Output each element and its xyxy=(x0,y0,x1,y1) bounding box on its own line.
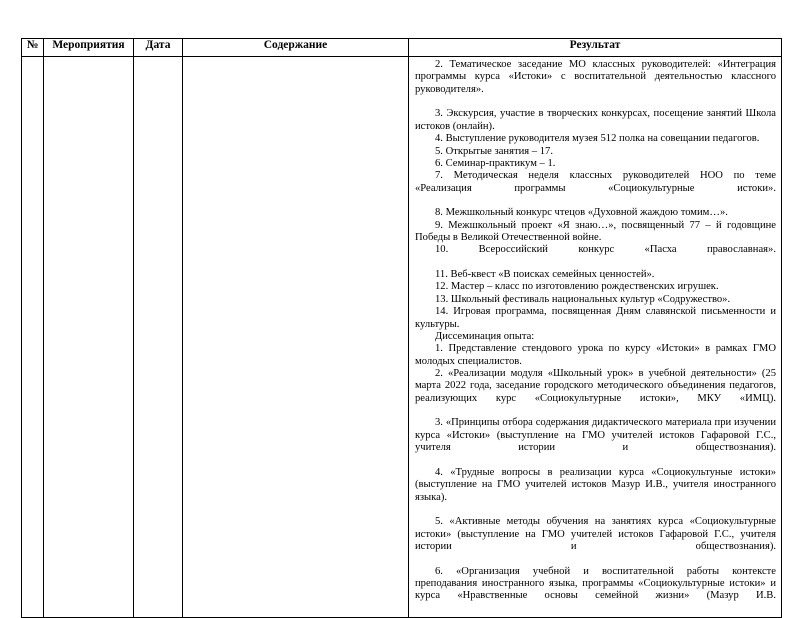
result-paragraph: 6. Семинар-практикум – 1. xyxy=(435,157,556,169)
result-paragraph: 5. Открытые занятия – 17. xyxy=(435,145,553,157)
result-paragraph: 1. Представление стендового урока по курсу «Истоки» в рамках ГМО молодых специалистов. xyxy=(415,343,776,367)
result-paragraph: 4. Выступление руководителя музея 512 полка на совещании педагогов. xyxy=(435,133,760,145)
result-paragraph: 2. Тематическое заседание МО классных руководителей: «Интеграция программы курса «Истоки» с воспитательной деятельностью классного руководителя». xyxy=(415,59,776,95)
cell-event xyxy=(44,57,134,618)
result-paragraph: 3. Экскурсия, участие в творческих конкурсах, посещение занятий Школа истоков (онлайн). xyxy=(415,108,776,132)
column-header-event: Мероприятия xyxy=(44,39,134,57)
cell-number xyxy=(22,57,44,618)
result-paragraph: 8. Межшкольный конкурс чтецов «Духовной жаждою томим…». xyxy=(435,207,728,219)
result-paragraph: 6. «Организация учебной и воспитательной работы контексте преподавания иностранного языка, программы «Социокультурные истоки» и курса «Нравственные основы семейной жизни» (Мазур И.В. xyxy=(415,565,776,602)
table-body xyxy=(22,57,782,618)
result-paragraph: 4. «Трудные вопросы в реализации курса «Социокультуные истоки» (выступление на ГМО учителей истоков Мазур И.В., учителя иностранного языка). xyxy=(415,466,776,503)
result-paragraph: Диссеминация опыта: xyxy=(435,330,535,342)
cell-result xyxy=(409,57,782,618)
column-header-number: № xyxy=(22,39,44,57)
table-header-row xyxy=(22,39,782,57)
result-paragraph: 2. «Реализации модуля «Школьный урок» в учебной деятельности» (25 марта 2022 года, заседание городского методического объединения педагогов, реализующих курс «Социокультурные истоки», МКУ «ИМЦ). xyxy=(415,367,776,404)
cell-date xyxy=(134,57,183,618)
result-paragraph: 7. Методическая неделя классных руководителей НОО по теме «Реализация программы «Социокультурные истоки». xyxy=(415,170,776,194)
cell-content xyxy=(183,57,409,618)
result-text-block xyxy=(409,57,781,617)
result-paragraph: 10. Всероссийский конкурс «Пасха православная». xyxy=(435,244,776,256)
result-paragraph: 5. «Активные методы обучения на занятиях курса «Социокультурные истоки» (выступление на ГМО учителей истоков Гафаровой Г.С., учителя истории и обществознания). xyxy=(415,516,776,553)
result-paragraph: 14. Игровая программа, посвященная Дням славянской письменности и культуры. xyxy=(415,306,776,330)
table-header xyxy=(22,39,782,57)
column-header-result: Результат xyxy=(409,39,782,57)
result-paragraph: 12. Мастер – класс по изготовлению рождественских игрушек. xyxy=(435,281,719,293)
column-header-date: Дата xyxy=(134,39,183,57)
result-paragraph: 11. Веб-квест «В поисках семейных ценностей». xyxy=(435,269,655,281)
result-paragraph: 3. «Принципы отбора содержания дидактического материала при изучении курса «Истоки» (выступление на ГМО учителей истоков Гафаровой Г.С., учителя истории и обществознания). xyxy=(415,417,776,454)
table-row xyxy=(22,57,782,618)
column-header-content: Содержание xyxy=(183,39,409,57)
result-paragraph: 9. Межшкольный проект «Я знаю…», посвященный 77 – й годовщине Победы в Великой Отечественной войне. xyxy=(415,219,776,244)
result-paragraph: 13. Школьный фестиваль национальных культур «Содружество». xyxy=(435,293,731,305)
activities-results-table xyxy=(21,38,782,618)
